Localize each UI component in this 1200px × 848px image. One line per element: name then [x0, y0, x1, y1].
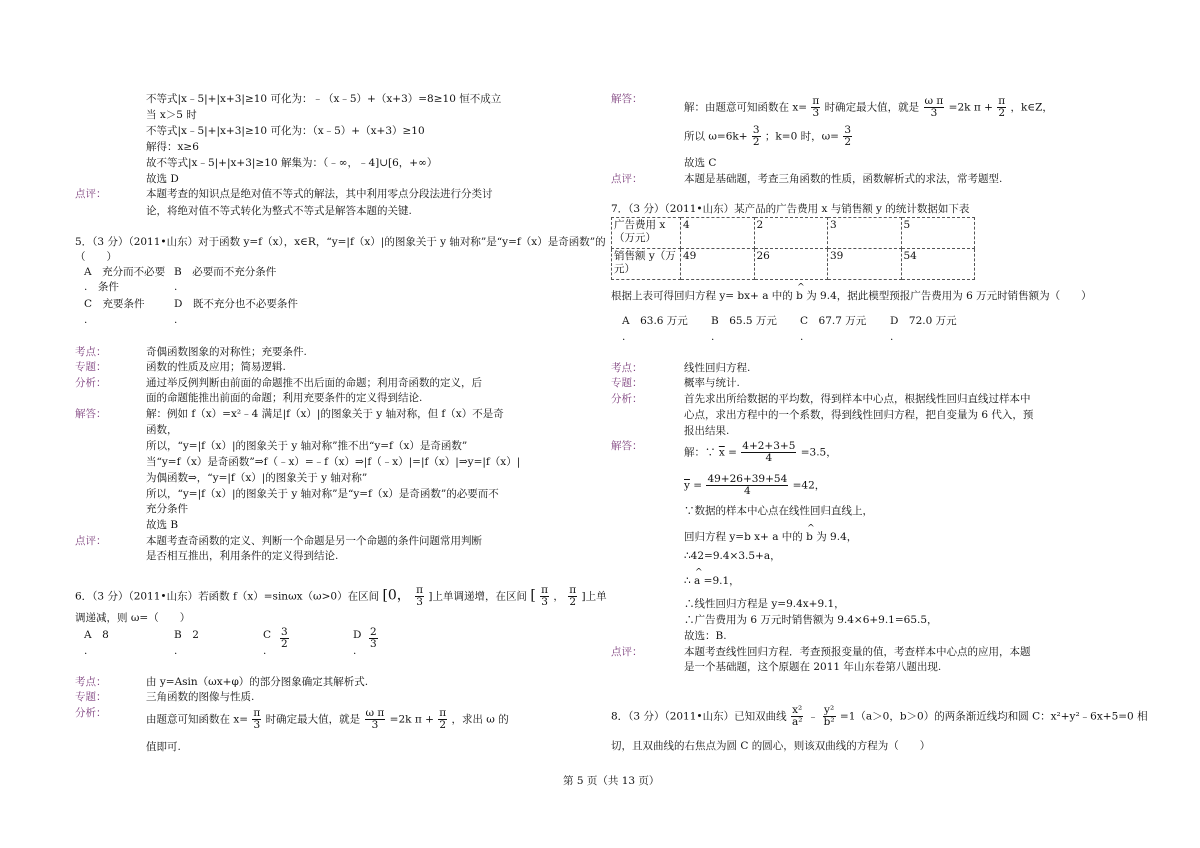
- q6-option-b-dot: .: [174, 645, 178, 657]
- table-cell: 54: [901, 249, 975, 280]
- numerator: π: [569, 584, 577, 596]
- q6-stem-c: ]上单: [581, 590, 607, 603]
- q6-kaodian: 由 y=Asin（ωx+φ）的部分图象确定其解析式.: [146, 676, 369, 688]
- prev-solution-line-5: 故不等式|x﹣5|+|x+3|≥10 解集为：（﹣∞，﹣4]∪[6，+∞）: [146, 157, 438, 169]
- q6-option-c: C: [263, 629, 272, 641]
- q7-kaodian: 线性回归方程.: [684, 362, 751, 374]
- denominator: 2: [569, 596, 577, 608]
- q5-jieda-line-7: 充分条件: [146, 503, 188, 515]
- numerator: 3: [844, 124, 851, 136]
- q6-zhuanti-label: 专题：: [75, 691, 107, 703]
- q7-option-b: B 65.5 万元: [711, 315, 777, 327]
- q6-option-d-value: [368, 627, 379, 650]
- numerator: ω π: [365, 707, 385, 719]
- q5-kaodian-label: 考点：: [75, 346, 107, 358]
- q5-jieda-line-8: 故选 B: [146, 519, 179, 531]
- q7-fenxi-line-1: 首先求出所给数据的平均数，得到样本中心点，根据线性回归直线过样本中: [684, 393, 1031, 405]
- q7-after-b: 中的: [771, 290, 793, 302]
- numerator: 3: [281, 626, 288, 638]
- q6-jieda-line-3: 故选 C: [684, 157, 717, 169]
- q7-frac-y-mean: [706, 474, 788, 497]
- prev-comment-line-2: 论，将绝对值不等式转化为整式不等式是解答本题的关键.: [146, 205, 412, 217]
- q7-jieda-line-6: [684, 575, 740, 588]
- table-cell: 26: [754, 249, 828, 280]
- numerator: 3: [752, 124, 760, 136]
- q8-frac-y2-b2: [823, 705, 836, 728]
- denominator: 3: [416, 596, 423, 608]
- q7-jieda-label: 解答：: [611, 440, 643, 452]
- table-row: [612, 218, 975, 249]
- numerator: 2: [370, 626, 377, 638]
- q7-eq: =: [728, 446, 737, 459]
- table-header-cell: 销售额 y（万元）: [612, 249, 681, 280]
- q5-kaodian: 奇偶函数图象的对称性；充要条件.: [146, 346, 307, 358]
- q7-option-a: A 63.6 万元: [622, 315, 688, 327]
- q6-jieda-label: 解答：: [611, 93, 643, 105]
- q7-frac-x-mean: [741, 441, 796, 464]
- q5-option-a-cont: . 条件: [84, 281, 119, 293]
- q7-jieda-line-1: [684, 441, 837, 464]
- q7-eq2: =: [693, 479, 703, 492]
- q7-jieda-line-3: ∵数据的样本中心点在线性回归直线上，: [684, 505, 873, 517]
- numerator: π: [416, 584, 424, 596]
- q6-fenxi-line-1: [146, 708, 509, 731]
- q5-dianping-label: 点评：: [75, 535, 107, 547]
- numerator: y²: [824, 704, 835, 716]
- numerator: 4+2+3+5: [742, 440, 796, 452]
- table-cell: 2: [754, 218, 828, 249]
- denominator: 3: [541, 596, 548, 608]
- q6-fenxi-a: 由题意可知函数在 x=: [146, 713, 249, 726]
- q5-zhuanti-label: 专题：: [75, 361, 107, 373]
- table-header-cell: 广告费用 x（万元）: [612, 218, 681, 249]
- q6-fenxi-b: 时确定最大值，就是: [265, 713, 361, 726]
- q7-kaodian-label: 考点：: [611, 362, 643, 374]
- q6-fenxi-d: ，求出 ω 的: [451, 713, 509, 726]
- q7-line6-a: ∴: [684, 575, 691, 587]
- q6-jieda-frac-pi-3: [811, 96, 820, 119]
- q7-after-c: 为 9.4，据此模型预报广告费用为 6 万元时销售额为（ ）: [806, 290, 1092, 302]
- numerator: π: [253, 707, 261, 719]
- q8-stem-a: 8．（3 分）（2011•山东）已知双曲线: [611, 710, 787, 723]
- q6-comma: ，: [553, 590, 564, 603]
- q6-option-d: D: [353, 629, 362, 641]
- q6-kaodian-label: 考点：: [75, 676, 107, 688]
- q7-option-a-dot: .: [622, 331, 626, 343]
- table-cell: 3: [828, 218, 902, 249]
- q7-after-a: 根据上表可得回归方程: [611, 290, 716, 302]
- table-cell: 4: [681, 218, 755, 249]
- denominator: 2: [752, 136, 760, 148]
- q5-dianping-line-1: 本题考查奇函数的定义、判断一个命题是另一个命题的条件问题常用判断: [146, 535, 482, 547]
- q6-frac-pi-3: [415, 585, 424, 608]
- q6-option-c-dot: .: [263, 645, 267, 657]
- denominator: 3: [812, 107, 820, 119]
- q7-line6-b: =9.1，: [703, 575, 740, 587]
- q6-stem-b: ]上单调递增，在区间: [428, 590, 528, 603]
- table-cell: 49: [681, 249, 755, 280]
- q6-stem-line-1: [75, 585, 607, 608]
- prev-solution-line-2: 当 x＞5 时: [146, 109, 197, 121]
- q7-dianping-line-2: 是一个基础题，这个原题在 2011 年山东卷第八题出现.: [684, 661, 942, 673]
- numerator: ω π: [924, 95, 944, 107]
- q5-jieda-line-4: 当“y=f（x）是奇函数”⇒f（﹣x）=﹣f（x）⇒|f（﹣x）|=|f（x）|⇒y=|f（x）|: [146, 456, 521, 468]
- q6-option-b: B 2: [174, 629, 199, 641]
- q7-jieda-1a: 解：∵: [684, 446, 716, 459]
- q6-jieda-frac-pi-2: [997, 96, 1006, 119]
- q5-option-d: D 既不充分也不必要条件: [174, 298, 298, 310]
- denominator: 3: [371, 719, 379, 731]
- numerator: x²: [792, 704, 803, 716]
- q7-jieda-line-5: ∴42=9.4×3.5+a，: [684, 550, 781, 562]
- denominator: 3: [253, 719, 261, 731]
- numerator: π: [812, 95, 820, 107]
- table-cell: 5: [901, 218, 975, 249]
- table-row: [612, 249, 975, 280]
- prev-solution-line-6: 故选 D: [146, 173, 179, 185]
- q6-jieda-frac-3-2: [752, 125, 761, 148]
- q6-jieda-frac-omega-pi-3: [924, 96, 945, 119]
- q6-dianping-label: 点评：: [611, 173, 643, 185]
- q6-option-d-dot: .: [353, 645, 357, 657]
- numerator: 49+26+39+54: [707, 473, 788, 485]
- table-cell: 39: [828, 249, 902, 280]
- q7-after-table: [611, 290, 1092, 303]
- q5-option-b: B 必要而不充分条件: [174, 266, 277, 278]
- q8-stem-b: =1（a＞0，b＞0）的两条渐近线均和圆 C：x²+y²﹣6x+5=0 相: [839, 710, 1148, 723]
- q5-fenxi-line-1: 通过举反例判断由前面的命题推不出后面的命题；利用奇函数的定义，后: [146, 377, 482, 389]
- prev-comment-label: 点评：: [75, 188, 107, 200]
- q7-jieda-line-8: ∴广告费用为 6 万元时销售额为 9.4×6+9.1=65.5，: [684, 614, 938, 626]
- q5-jieda-line-2: 函数，: [146, 424, 178, 436]
- q7-line4-bhat: ^ b: [806, 531, 813, 543]
- prev-comment-line-1: 本题考查的知识点是绝对值不等式的解法，其中利用零点分段法进行分类讨: [146, 188, 493, 200]
- denominator: 2: [998, 107, 1006, 119]
- q7-fenxi-label: 分析：: [611, 393, 643, 405]
- q7-res2: =42，: [792, 479, 826, 492]
- q6-interval-2-open: [: [530, 587, 536, 604]
- numerator: π: [998, 95, 1006, 107]
- q6-jieda-1b: 时确定最大值，就是: [824, 101, 920, 114]
- q6-jieda-frac-3-2b: [843, 125, 852, 148]
- q5-dianping-line-2: 是否相互推出，利用条件的定义得到结论.: [146, 550, 339, 562]
- prev-solution-line-1: 不等式|x﹣5|+|x+3|≥10 可化为：﹣（x﹣5）+（x+3）=8≥10 恒不成立: [146, 93, 502, 105]
- q5-fenxi-line-2: 面的命题能推出前面的命题；利用充要条件的定义得到结论.: [146, 392, 423, 404]
- q5-paren: （ ）: [75, 251, 117, 263]
- q6-stem-a: 6．（3 分）（2011•山东）若函数 f（x）=sinωx（ω>0）在区间: [75, 590, 380, 603]
- q6-fenxi-frac-omega-pi-3: [365, 708, 386, 731]
- q7-jieda-line-2: [684, 474, 825, 497]
- q7-zhuanti-label: 专题：: [611, 377, 643, 389]
- q7-line4-a: 回归方程: [684, 531, 726, 543]
- q7-fenxi-line-3: 报出结果.: [684, 425, 730, 437]
- q5-option-c: C 充要条件: [84, 298, 145, 310]
- q5-option-b-dot: .: [174, 281, 178, 293]
- q7-after-bhat: ^ b: [796, 290, 803, 302]
- q7-option-c-dot: .: [800, 331, 804, 343]
- q7-res1: =3.5，: [800, 446, 837, 459]
- q7-option-d: D 72.0 万元: [890, 315, 957, 327]
- q7-option-b-dot: .: [711, 331, 715, 343]
- q6-jieda-line-2: [684, 125, 853, 148]
- q7-line4-b: 中的: [781, 531, 803, 543]
- q7-dianping-label: 点评：: [611, 646, 643, 658]
- q5-option-c-dot: .: [84, 314, 88, 326]
- prev-solution-line-4: 解得：x≥6: [146, 141, 199, 153]
- q5-fenxi-label: 分析：: [75, 377, 107, 389]
- q5-jieda-line-1: 解：例如 f（x）=x²﹣4 满足|f（x）|的图象关于 y 轴对称，但 f（x）不是奇: [146, 408, 504, 420]
- numerator: π: [439, 707, 447, 719]
- numerator: π: [541, 584, 549, 596]
- page-footer: 第 5 页（共 13 页）: [563, 775, 660, 787]
- q6-option-c-value: [279, 627, 290, 650]
- denominator: 4: [744, 485, 751, 497]
- q8-stem-line-1: [611, 705, 1148, 728]
- q7-line4-c: 为 9.4，: [816, 531, 858, 543]
- q7-ybar: $\overline{y}$: [684, 479, 690, 492]
- denominator: 2: [844, 136, 851, 148]
- q6-jieda-1d: ，k∈Z，: [1010, 101, 1053, 114]
- q6-jieda-2a: 所以 ω=6k+: [684, 130, 748, 143]
- q5-jieda-line-6: 所以，“y=|f（x）|的图象关于 y 轴对称”是“y=f（x）是奇函数”的必要而不: [146, 488, 499, 500]
- denominator: b²: [823, 716, 835, 728]
- q6-dianping: 本题是基础题，考查三角函数的性质，函数解析式的求法，常考题型.: [684, 173, 1003, 185]
- denominator: 3: [930, 107, 938, 119]
- denominator: 4: [765, 452, 773, 464]
- q7-dianping-line-1: 本题考查线性回归方程．考查预报变量的值，考查样本中心点的应用，本题: [684, 646, 1031, 658]
- q5-stem: 5．（3 分）（2011•山东）对于函数 y=f（x），x∈R，“y=|f（x）|的图象关于 y 轴对称”是“y=f（x）是奇函数”的: [75, 236, 606, 248]
- q7-after-eq: y= bx+ a: [719, 290, 769, 302]
- q6-jieda-2b: ；k=0 时，ω=: [764, 130, 839, 143]
- q6-jieda-1c: =2k π +: [948, 101, 993, 114]
- q6-fenxi-label: 分析：: [75, 707, 107, 719]
- q8-frac-x2-a2: [791, 705, 803, 728]
- q7-option-c: C 67.7 万元: [800, 315, 867, 327]
- q7-data-table: [611, 217, 975, 280]
- q7-line4-eq: y=b x+ a: [729, 531, 779, 543]
- q6-fenxi-c: =2k π +: [389, 713, 434, 726]
- q7-fenxi-line-2: 心点，求出方程中的一个系数，得到线性回归方程，把自变量为 6 代入，预: [684, 409, 1034, 421]
- q7-jieda-line-9: 故选：B.: [684, 630, 727, 642]
- q6-jieda-line-1: [684, 96, 1053, 119]
- q6-option-a-dot: .: [84, 645, 88, 657]
- q8-stem-line-2: 切，且双曲线的右焦点为圆 C 的圆心，则该双曲线的方程为（ ）: [611, 740, 931, 752]
- q7-stem: 7．（3 分）（2011•山东）某产品的广告费用 x 与销售额 y 的统计数据如下表: [611, 203, 970, 215]
- q6-frac-pi-2: [568, 585, 577, 608]
- q6-frac-pi-3b: [540, 585, 549, 608]
- q6-fenxi-frac-pi-3: [252, 708, 261, 731]
- prev-solution-line-3: 不等式|x﹣5|+|x+3|≥10 可化为：（x﹣5）+（x+3）≥10: [146, 125, 425, 137]
- q6-frac-2-3: [369, 627, 378, 650]
- denominator: 2: [439, 719, 447, 731]
- q7-option-d-dot: .: [890, 331, 894, 343]
- denominator: 3: [370, 638, 377, 650]
- q5-jieda-line-3: 所以，“y=|f（x）|的图象关于 y 轴对称”推不出“y=f（x）是奇函数”: [146, 440, 468, 452]
- q6-interval-1-open: [0，: [382, 587, 411, 604]
- denominator: 2: [281, 638, 288, 650]
- q7-jieda-line-7: ∴线性回归方程是 y=9.4x+9.1，: [684, 598, 845, 610]
- q7-zhuanti: 概率与统计.: [684, 377, 740, 389]
- q7-line6-ahat: ^ a: [694, 575, 700, 587]
- q6-stem-line-2: 调递减，则 ω=（ ）: [75, 612, 191, 624]
- q5-option-a: A 充分而不必要: [84, 266, 166, 278]
- q5-jieda-line-5: 为偶函数⇒，“y=|f（x）|的图象关于 y 轴对称”: [146, 472, 368, 484]
- q5-option-d-dot: .: [174, 314, 178, 326]
- q5-zhuanti: 函数的性质及应用；简易逻辑.: [146, 361, 286, 373]
- q6-fenxi-frac-pi-2: [438, 708, 447, 731]
- q6-frac-3-2: [280, 627, 289, 650]
- q6-fenxi-line-2: 值即可.: [146, 741, 181, 753]
- denominator: a²: [791, 716, 803, 728]
- q5-jieda-label: 解答：: [75, 408, 107, 420]
- q6-jieda-1a: 解：由题意可知函数在 x=: [684, 101, 808, 114]
- q6-zhuanti: 三角函数的图像与性质.: [146, 691, 255, 703]
- q8-minus: ﹣: [807, 710, 819, 723]
- q7-xbar: $\overline{x}$: [718, 446, 725, 459]
- q6-option-a: A 8: [84, 629, 109, 641]
- q7-jieda-line-4: [684, 531, 857, 544]
